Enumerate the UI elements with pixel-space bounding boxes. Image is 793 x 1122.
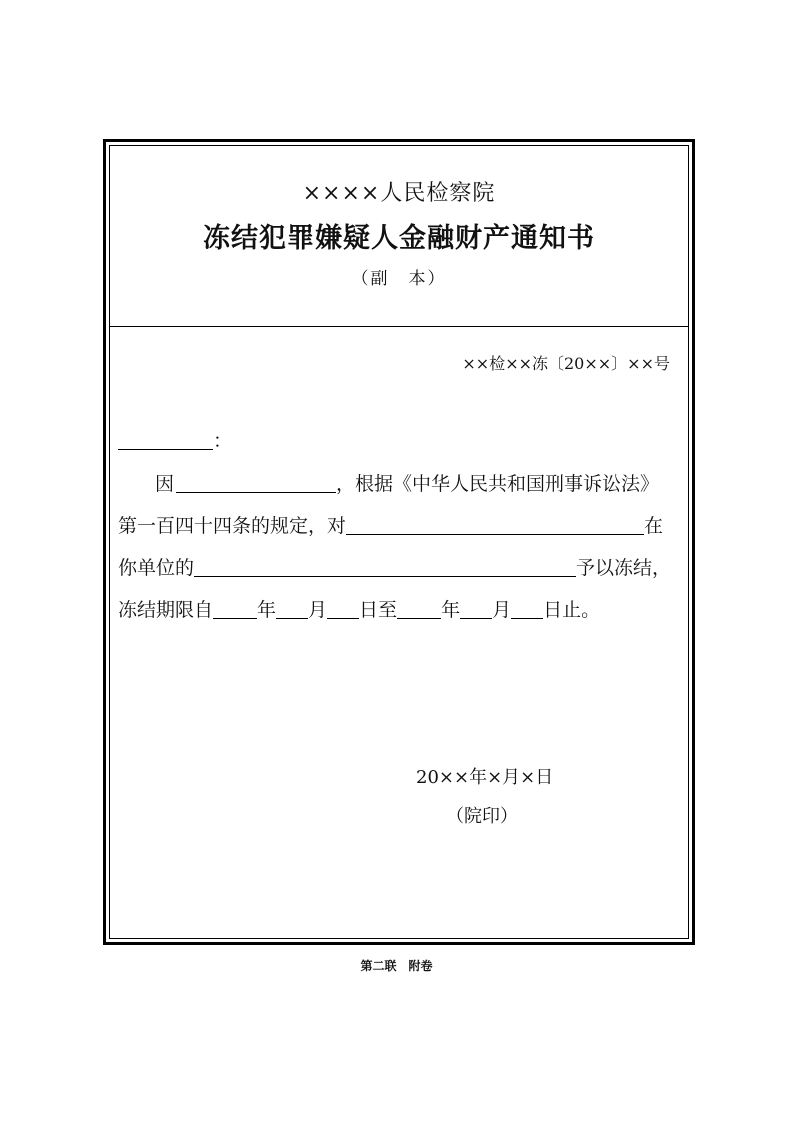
period-text-4: 日至 <box>359 599 398 621</box>
reason-suffix: ，根据《中华人民共和国刑事诉讼法》 <box>336 473 660 495</box>
end-year-blank[interactable] <box>397 598 441 619</box>
start-month-blank[interactable] <box>276 598 308 619</box>
organization-name: ××××人民检察院 <box>302 181 496 206</box>
start-day-blank[interactable] <box>327 598 359 619</box>
reason-blank[interactable] <box>176 472 336 493</box>
property-suffix: 予以冻结， <box>576 557 672 579</box>
document-title: 冻结犯罪嫌疑人金融财产通知书 <box>203 223 595 254</box>
suspect-blank[interactable] <box>346 514 644 535</box>
document-number: ××检××冻〔20××〕××号 <box>462 354 670 373</box>
period-text-6: 月 <box>492 599 512 621</box>
copy-footer: 第二联 附卷 <box>360 959 433 973</box>
start-year-blank[interactable] <box>213 598 257 619</box>
recipient-blank[interactable] <box>118 429 213 450</box>
article-suffix: 在 <box>644 515 664 537</box>
document-inner-frame <box>109 145 689 939</box>
issue-date: 20××年×月×日 <box>416 767 554 788</box>
period-text-1: 冻结期限自 <box>118 599 214 621</box>
property-blank[interactable] <box>194 556 576 577</box>
court-seal-label: （院印） <box>446 806 518 827</box>
end-day-blank[interactable] <box>511 598 543 619</box>
end-month-blank[interactable] <box>460 598 492 619</box>
reason-prefix: 因 <box>155 473 175 495</box>
article-line <box>118 513 663 539</box>
period-text-5: 年 <box>441 599 461 621</box>
property-line <box>118 555 671 581</box>
document-subtitle: （副 本） <box>351 269 447 289</box>
reason-line <box>155 471 659 497</box>
period-text-3: 月 <box>308 599 328 621</box>
property-prefix: 你单位的 <box>118 557 195 579</box>
period-line <box>118 597 600 623</box>
salutation-colon: ： <box>213 430 233 452</box>
salutation-line <box>118 428 232 454</box>
document-frame <box>103 139 695 945</box>
article-prefix: 第一百四十四条的规定，对 <box>118 515 347 537</box>
period-text-7: 日止。 <box>543 599 601 621</box>
period-text-2: 年 <box>257 599 277 621</box>
header-divider <box>110 326 688 327</box>
